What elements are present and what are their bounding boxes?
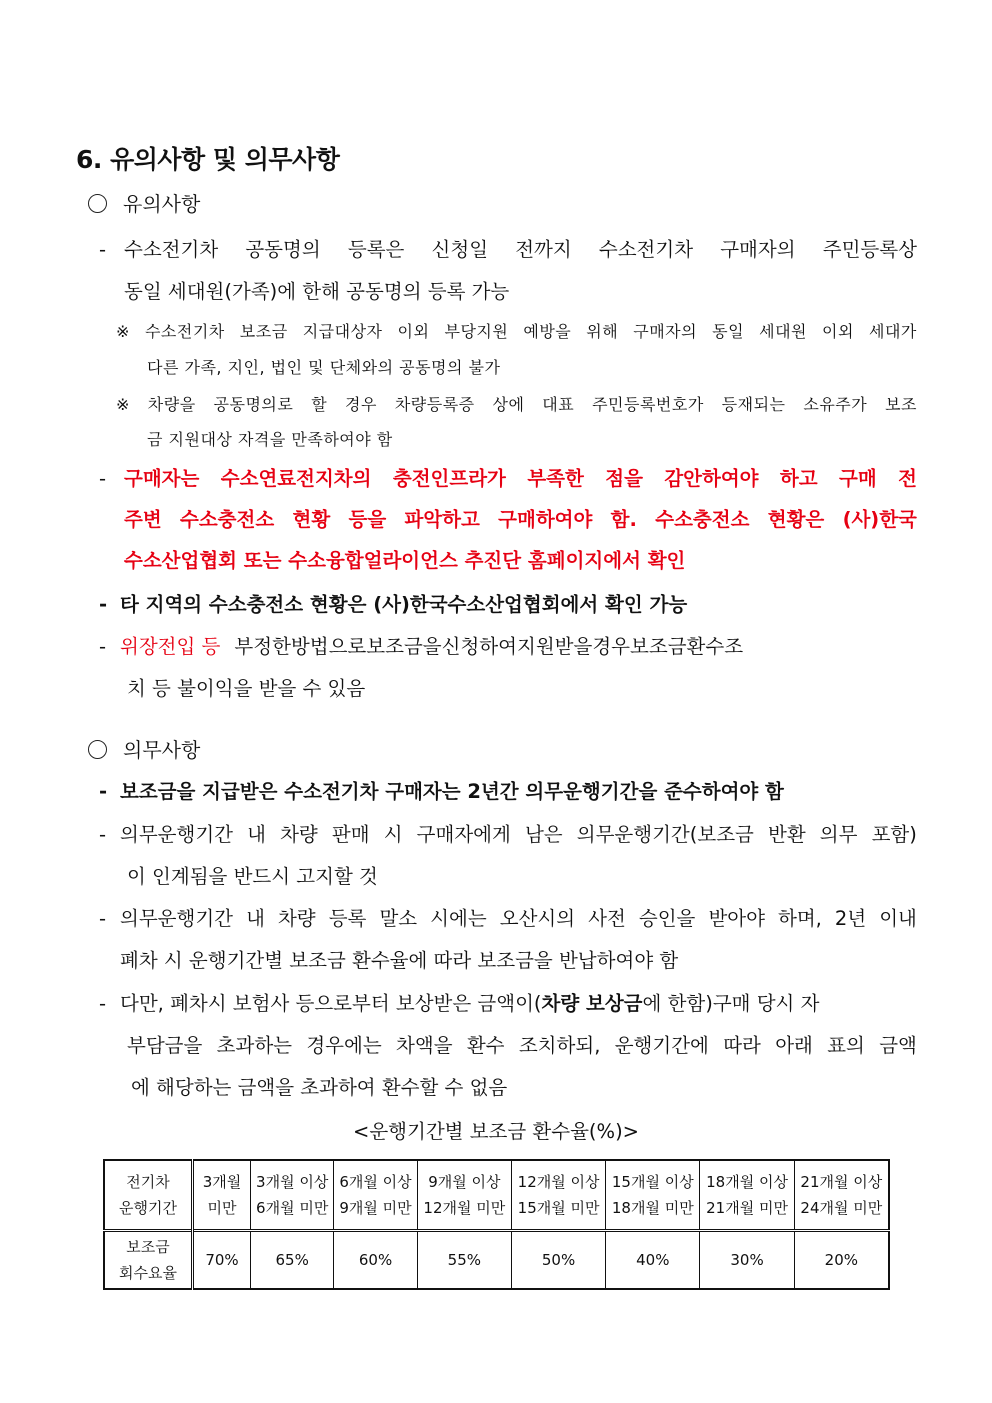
duties-title: 의무사항	[123, 738, 201, 762]
word: 내	[247, 823, 266, 846]
cautions-subheading	[88, 188, 200, 217]
word: 보조금	[239, 322, 288, 341]
word: 초과하는	[216, 1034, 293, 1057]
section-heading: 6. 유의사항 및 의무사항	[76, 145, 340, 174]
header-text: 15개월 미만	[517, 1199, 600, 1217]
word: 보조금을	[366, 635, 442, 658]
duty-item-2-line-1	[120, 821, 917, 849]
word: 환수	[466, 1034, 505, 1057]
word: 오산시의	[499, 907, 576, 930]
word: 받아야	[708, 907, 765, 930]
word: (사)한국	[842, 508, 917, 531]
caution-note-2-line-2: 금 지원대상 자격을 만족하여야 함	[147, 430, 393, 449]
word: 시에는	[430, 907, 487, 930]
duty-item-4-line-2	[127, 1032, 917, 1060]
word: 보조금	[630, 635, 687, 658]
word: 구매자의	[633, 322, 698, 341]
word: 운행기간에	[614, 1034, 709, 1057]
word: 함.	[610, 508, 637, 531]
word: 경우에는	[306, 1034, 382, 1057]
word: 전까지	[515, 238, 572, 261]
word: 동일	[712, 322, 745, 341]
circle-bullet-icon	[88, 194, 107, 213]
word: 경우	[592, 635, 631, 658]
duty-item-4-line-3: 에 해당하는 금액을 초과하여 환수할 수 없음	[131, 1076, 508, 1099]
caution-item-2-line-1	[124, 465, 917, 493]
header-text: 6개월 미만	[256, 1199, 329, 1217]
word: 환수조	[686, 635, 744, 658]
word: 신청일	[431, 238, 489, 261]
word: 부족한	[527, 467, 584, 490]
header-text: 15개월 이상	[611, 1173, 694, 1191]
header-text: 미만	[207, 1199, 237, 1217]
word: 등록	[328, 907, 367, 930]
word: 수소전기차	[124, 238, 219, 261]
word: 차량	[277, 907, 316, 930]
table-header-cell	[794, 1160, 889, 1231]
word: 구매하여야	[498, 508, 593, 531]
caution-note-1-line-2: 다른 가족, 지인, 법인 및 단체와의 공동명의 불가	[147, 358, 501, 377]
word: 경우	[345, 395, 377, 414]
word: 세대원	[759, 322, 807, 341]
header-text: 21개월 미만	[706, 1199, 788, 1217]
table-header-cell	[334, 1160, 417, 1231]
dash-bullet: -	[99, 593, 108, 616]
word: 충전인프라가	[392, 467, 506, 490]
word: 구매	[839, 467, 877, 490]
word: 구매자에게	[416, 823, 511, 846]
word: 차량등록증	[394, 395, 475, 414]
word: 포함)	[871, 823, 917, 846]
word: 감안하여야	[664, 467, 759, 490]
table-cell: 30%	[700, 1231, 794, 1290]
word: 부정한	[234, 635, 291, 658]
word: 반환	[768, 823, 806, 846]
header-text: 9개월 미만	[339, 1199, 412, 1217]
word: 신청하여	[441, 635, 517, 658]
word: 방법으로	[290, 635, 367, 658]
word: 주변	[124, 508, 162, 531]
table-cell: 65%	[251, 1231, 334, 1290]
table-header-cell	[417, 1160, 511, 1231]
word: 표의	[827, 1034, 865, 1057]
dash-bullet: -	[99, 238, 107, 261]
caution-note-2-line-1	[116, 393, 917, 417]
caution-item-2-line-2	[124, 506, 917, 534]
table-row-label	[104, 1231, 193, 1290]
word: 전	[898, 467, 917, 490]
row-label-text: 회수요율	[119, 1264, 177, 1282]
word: 상에	[492, 395, 525, 414]
word: 시	[383, 823, 403, 846]
word: 소유주가	[803, 395, 868, 414]
word: 사전	[588, 907, 626, 930]
table-cell: 40%	[606, 1231, 700, 1290]
header-text: 운행기간	[119, 1199, 177, 1217]
word: 점을	[605, 467, 643, 490]
word: 이외	[397, 322, 430, 341]
duty-item-2-line-2: 이 인계됨을 반드시 고지할 것	[127, 865, 378, 888]
caution-item-1-line-2: 동일 세대원(가족)에 한해 공동명의 등록 가능	[124, 280, 510, 303]
word: 의무	[819, 823, 858, 846]
word: 부담금을	[127, 1034, 203, 1057]
header-text: 18개월 이상	[706, 1173, 788, 1191]
word: ※	[116, 322, 130, 341]
duty-item-4-line-1	[120, 990, 819, 1018]
word: 이외	[822, 322, 854, 341]
word: ※	[116, 395, 130, 414]
word: 차액을	[396, 1034, 453, 1057]
caution-note-1-line-1	[116, 320, 917, 344]
word: 2년	[834, 907, 867, 930]
caution-item-4-red-text: 위장전입 등	[120, 635, 221, 658]
word: 차량	[280, 823, 318, 846]
header-text: 3개월	[202, 1173, 242, 1191]
caution-item-3: 타 지역의 수소충전소 현황은 (사)한국수소산업협회에서 확인 가능	[120, 593, 688, 616]
dash-bullet: -	[99, 823, 107, 846]
table-header-cell	[511, 1160, 605, 1231]
word: 예방을	[523, 322, 572, 341]
table-header-cell	[104, 1160, 193, 1231]
word: 아래	[775, 1034, 813, 1057]
word: 보조	[885, 395, 917, 414]
dash-bullet: -	[99, 467, 107, 490]
header-text: 24개월 미만	[800, 1199, 883, 1217]
word: 할	[311, 395, 328, 414]
dash-bullet: -	[99, 992, 107, 1015]
duty-item-4-text-b: 에 한함)구매 당시 자	[642, 992, 820, 1015]
word: 수소충전소	[655, 508, 750, 531]
word: 하고	[779, 467, 818, 490]
word: 공동명의로	[213, 395, 294, 414]
word: 세대가	[869, 322, 917, 341]
caution-item-4-line-1	[120, 633, 917, 661]
word: 공동명의	[245, 238, 321, 261]
dash-bullet: -	[99, 907, 107, 930]
duties-subheading	[88, 734, 200, 763]
word: 현황은	[767, 508, 825, 531]
table-cell: 50%	[511, 1231, 605, 1290]
word: 현황	[292, 508, 331, 531]
word: 금액	[879, 1034, 917, 1057]
header-text: 18개월 미만	[611, 1199, 694, 1217]
word: 등을	[348, 508, 387, 531]
header-text: 12개월 미만	[423, 1199, 506, 1217]
caution-item-2-line-3: 수소산업협회 또는 수소융합얼라이언스 추진단 홈페이지에서 확인	[124, 549, 686, 572]
table-cell: 20%	[794, 1231, 889, 1290]
duty-item-4-bold-text: 차량 보상금	[541, 992, 643, 1015]
word: 수소전기차	[598, 238, 694, 261]
table-header-cell	[606, 1160, 700, 1231]
table-row	[104, 1231, 889, 1290]
word: 하며,	[778, 907, 822, 930]
table-header-cell	[700, 1160, 794, 1231]
row-label-text: 보조금	[126, 1238, 170, 1256]
word: 등록은	[347, 238, 405, 261]
word: 수소전기차	[144, 322, 225, 341]
word: 조치하되,	[518, 1034, 601, 1057]
table-cell: 55%	[417, 1231, 511, 1290]
word: 파악하고	[404, 508, 480, 531]
word: 남은	[524, 823, 563, 846]
table-caption: <운행기간별 보조금 환수율(%)>	[352, 1120, 640, 1143]
duty-item-4-text-a: 다만, 폐차시 보험사 등으로부터 보상받은 금액이(	[120, 992, 542, 1015]
dash-bullet: -	[99, 635, 107, 658]
word: 승인을	[638, 907, 696, 930]
word: 부당지원	[444, 322, 509, 341]
word: 이내	[879, 907, 917, 930]
word: 등재되는	[721, 395, 786, 414]
header-text: 3개월 이상	[256, 1173, 329, 1191]
table-cell: 70%	[193, 1231, 251, 1290]
word: 위해	[586, 322, 619, 341]
header-text: 전기차	[126, 1173, 170, 1191]
word: 판매	[331, 823, 370, 846]
table-header-cell	[193, 1160, 251, 1231]
word: 차량을	[147, 395, 196, 414]
caution-item-4-line-2: 치 등 불이익을 받을 수 있음	[127, 677, 366, 700]
header-text: 12개월 이상	[517, 1173, 600, 1191]
caution-item-1-line-1	[124, 236, 917, 264]
word: 구매자의	[720, 238, 796, 261]
word: 지원받을	[516, 635, 593, 658]
word: 말소	[379, 907, 418, 930]
table-header-row	[104, 1160, 889, 1231]
word: 주민등록번호가	[592, 395, 704, 414]
word: 의무운행기간	[120, 907, 234, 930]
table-cell: 60%	[334, 1231, 417, 1290]
duty-item-3-line-2: 폐차 시 운행기간별 보조금 환수율에 따라 보조금을 반납하여야 함	[120, 949, 679, 972]
word: 내	[246, 907, 265, 930]
header-text: 6개월 이상	[339, 1173, 412, 1191]
word: 따라	[723, 1034, 761, 1057]
refund-rate-table	[103, 1159, 890, 1290]
word: 수소연료전지차의	[220, 467, 372, 490]
cautions-title: 유의사항	[123, 192, 201, 216]
word: 의무운행기간	[120, 823, 234, 846]
table-header-cell	[251, 1160, 334, 1231]
duty-item-1: 보조금을 지급받은 수소전기차 구매자는 2년간 의무운행기간을 준수하여야 함	[120, 780, 784, 803]
caution-item-4-rest	[234, 633, 917, 661]
word: 의무운행기간(보조금	[576, 823, 754, 846]
word: 주민등록상	[822, 238, 917, 261]
circle-bullet-icon	[88, 740, 107, 759]
header-text: 9개월 이상	[428, 1173, 501, 1191]
word: 대표	[542, 395, 575, 414]
header-text: 21개월 이상	[800, 1173, 883, 1191]
duty-item-3-line-1	[120, 905, 917, 933]
word: 지급대상자	[302, 322, 383, 341]
dash-bullet: -	[99, 780, 108, 803]
word: 수소충전소	[180, 508, 275, 531]
word: 구매자는	[124, 467, 200, 490]
